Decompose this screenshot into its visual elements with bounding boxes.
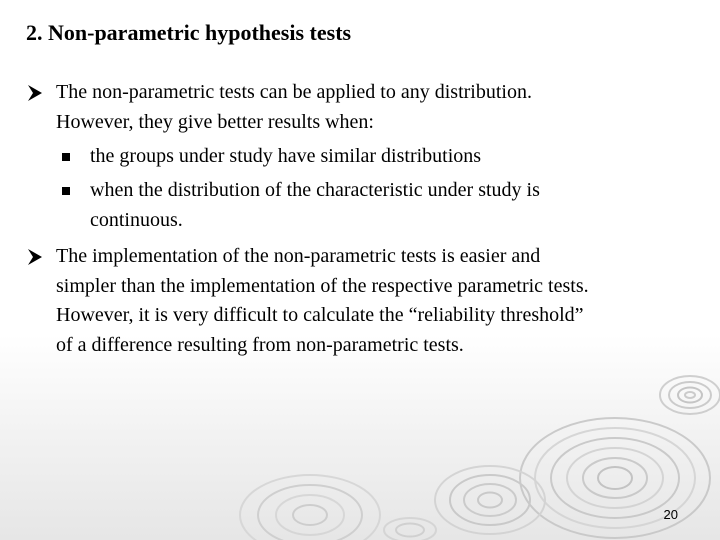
arrow-bullet-icon [26,84,44,102]
page-number: 20 [663,507,678,522]
sub-bullet-line: when the distribution of the characteristic under study is [90,179,540,201]
arrow-bullet-icon [26,248,44,266]
bullet-line: The non-parametric tests can be applied to any distribution. [56,81,532,103]
sub-bullet-line: the groups under study have similar distributions [90,145,482,167]
square-bullet-icon [62,153,70,161]
sub-bullet-text [90,176,540,235]
bullet-line: However, it is very difficult to calculate the “reliability threshold” [56,304,584,326]
bullet-line: The implementation of the non-parametric tests is easier and [56,245,541,267]
bullet-line: of a difference resulting from non-parametric tests. [56,333,464,356]
bullet-line: However, they give better results when: [56,110,374,133]
bullet-text [56,242,589,360]
square-bullet-icon [62,187,70,195]
slide-title: 2. Non-parametric hypothesis tests [26,20,352,45]
bullet-line: simpler than the implementation of the respective parametric tests. [56,274,589,297]
sub-bullet-text [90,142,481,172]
bullet-text [56,78,532,137]
sub-bullet-line: continuous. [90,208,183,231]
